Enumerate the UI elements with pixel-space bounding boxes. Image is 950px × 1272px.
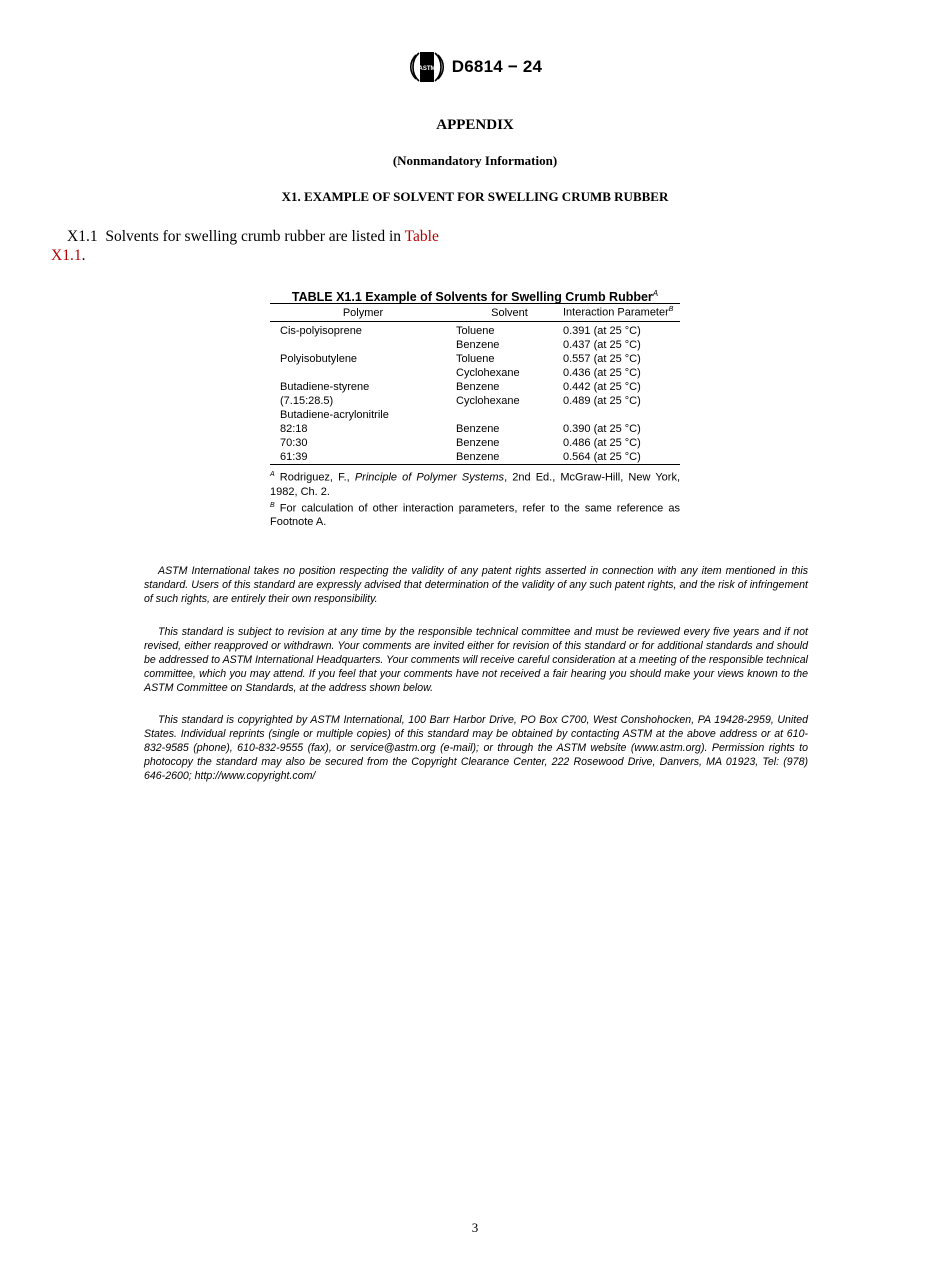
header-solvent: Solvent: [456, 304, 563, 322]
footnote-a-book-title: Principle of Polymer Systems: [354, 471, 505, 484]
page-number: 3: [471, 1220, 479, 1235]
footnote-a-text1: Rodriguez, F.,: [279, 471, 350, 484]
header-parameter-footnote-mark: B: [668, 306, 674, 314]
table-row: [270, 366, 680, 380]
footnote-b: [270, 499, 680, 530]
cell-parameter: 0.390 (at 25 °C): [563, 423, 641, 435]
cell-solvent: Toluene: [456, 325, 495, 337]
cell-polymer: [270, 366, 456, 380]
revision-notice: [144, 625, 808, 695]
cell-parameter: 0.436 (at 25 °C): [563, 367, 641, 379]
footnote-b-mark: B: [270, 501, 275, 509]
cell-solvent: Cyclohexane: [456, 367, 520, 379]
footnote-a-text2: , 2nd Ed., McGraw-Hill, New York, 1982, Ch. 2.: [270, 471, 681, 498]
paragraph-end: .: [81, 247, 86, 264]
footnote-a: [270, 468, 680, 499]
table-row: [270, 408, 680, 422]
table-row: [270, 380, 680, 394]
table-link-part2[interactable]: X1.1: [51, 247, 82, 264]
cell-solvent: Benzene: [456, 339, 500, 351]
table-caption-footnote-mark: A: [652, 289, 659, 298]
cell-solvent: Toluene: [456, 353, 495, 365]
table-row: [270, 436, 680, 450]
table-caption-text: TABLE X1.1 Example of Solvents for Swelling Crumb Rubber: [291, 290, 653, 305]
appendix-title: APPENDIX: [436, 117, 514, 133]
header-parameter-text: Interaction Parameter: [563, 306, 669, 319]
cell-polymer: (7.15:28.5): [280, 395, 334, 407]
astm-logo-text: ASTM: [418, 66, 436, 72]
patent-notice: [144, 564, 808, 606]
table-footnotes: [270, 468, 680, 529]
cell-solvent: Benzene: [456, 450, 563, 465]
appendix-subtitle: (Nonmandatory Information): [392, 153, 558, 168]
footnote-a-mark: A: [270, 471, 275, 478]
cell-polymer: Butadiene-styrene: [280, 381, 370, 393]
cell-polymer: 82:18: [280, 423, 308, 435]
page-header: [0, 50, 950, 84]
cell-polymer: 61:39: [270, 450, 456, 465]
paragraph-number: X1.1: [67, 228, 98, 245]
cell-parameter: 0.437 (at 25 °C): [563, 339, 641, 351]
section-title: X1. EXAMPLE OF SOLVENT FOR SWELLING CRUMB RUBBER: [281, 189, 669, 204]
cell-solvent: Benzene: [456, 423, 500, 435]
copyright-notice-text: This standard is copyrighted by ASTM International, 100 Barr Harbor Drive, PO Box C700, West Conshohocken, PA 19428-2959, United States. Individual reprints (single or multiple copies) of this standard may be obtained by contacting ASTM at the above address or at 610-832-9585 (phone), 610-832-9555 (fax), or service@astm.org (e-mail); or through the ASTM website (www.astm.org). Permission rights to photocopy the standard may also be secured from the Copyright Clearance Center, 222 Rosewood Drive, Danvers, MA 01923, Tel: (978) 646-2600; http://www.copyright.com/: [144, 714, 808, 782]
table-row: [270, 322, 680, 339]
cell-parameter: [563, 408, 680, 422]
cell-solvent: Benzene: [456, 437, 500, 449]
cell-solvent: [456, 408, 563, 422]
copyright-notice: [144, 713, 808, 783]
table-row: [270, 422, 680, 436]
astm-logo-icon: [408, 50, 446, 84]
cell-parameter: 0.486 (at 25 °C): [563, 437, 641, 449]
paragraph-x1-1: [51, 227, 471, 265]
table-header-row: [270, 304, 680, 322]
cell-polymer: Polyisobutylene: [280, 353, 358, 365]
cell-polymer: Butadiene-acrylonitrile: [280, 409, 389, 421]
cell-polymer: 70:30: [280, 437, 308, 449]
footnote-b-text: For calculation of other interaction parameters, refer to the same reference as Footnote A.: [270, 502, 680, 529]
standard-designation: D6814 − 24: [451, 57, 543, 76]
cell-parameter: 0.442 (at 25 °C): [563, 381, 641, 393]
table-caption: [270, 286, 680, 305]
cell-polymer: Cis-polyisoprene: [280, 325, 362, 337]
cell-solvent: Benzene: [456, 381, 500, 393]
cell-solvent: Cyclohexane: [456, 395, 520, 407]
table-row: [270, 450, 680, 465]
solvent-table: [270, 303, 680, 465]
header-interaction-parameter: [563, 304, 680, 322]
table-link-part1[interactable]: Table: [404, 228, 439, 245]
paragraph-text: Solvents for swelling crumb rubber are listed in: [105, 228, 402, 245]
cell-parameter: 0.557 (at 25 °C): [563, 353, 641, 365]
cell-parameter: 0.391 (at 25 °C): [563, 325, 641, 337]
table-row: [270, 352, 680, 366]
revision-notice-text: This standard is subject to revision at any time by the responsible technical committee and must be reviewed every five years and if not revised, either reapproved or withdrawn. Your comments are invited either for revision of this standard or for additional standards and should be addressed to ASTM International Headquarters. Your comments will receive careful consideration at a meeting of the responsible technical committee, which you may attend. If you feel that your comments have not received a fair hearing you should make your views known to the ASTM Committee on Standards, at the address shown below.: [144, 626, 808, 694]
cell-polymer: [270, 338, 456, 352]
header-polymer: Polymer: [270, 304, 456, 322]
table-row: [270, 394, 680, 408]
cell-parameter: 0.489 (at 25 °C): [563, 395, 641, 407]
table-row: [270, 338, 680, 352]
patent-notice-text: ASTM International takes no position respecting the validity of any patent rights asserted in connection with any item mentioned in this standard. Users of this standard are expressly advised that determination of the validity of any such patent rights, and the risk of infringement of such rights, are entirely their own responsibility.: [144, 565, 808, 605]
cell-parameter: 0.564 (at 25 °C): [563, 450, 680, 465]
solvent-table-block: [270, 286, 680, 529]
